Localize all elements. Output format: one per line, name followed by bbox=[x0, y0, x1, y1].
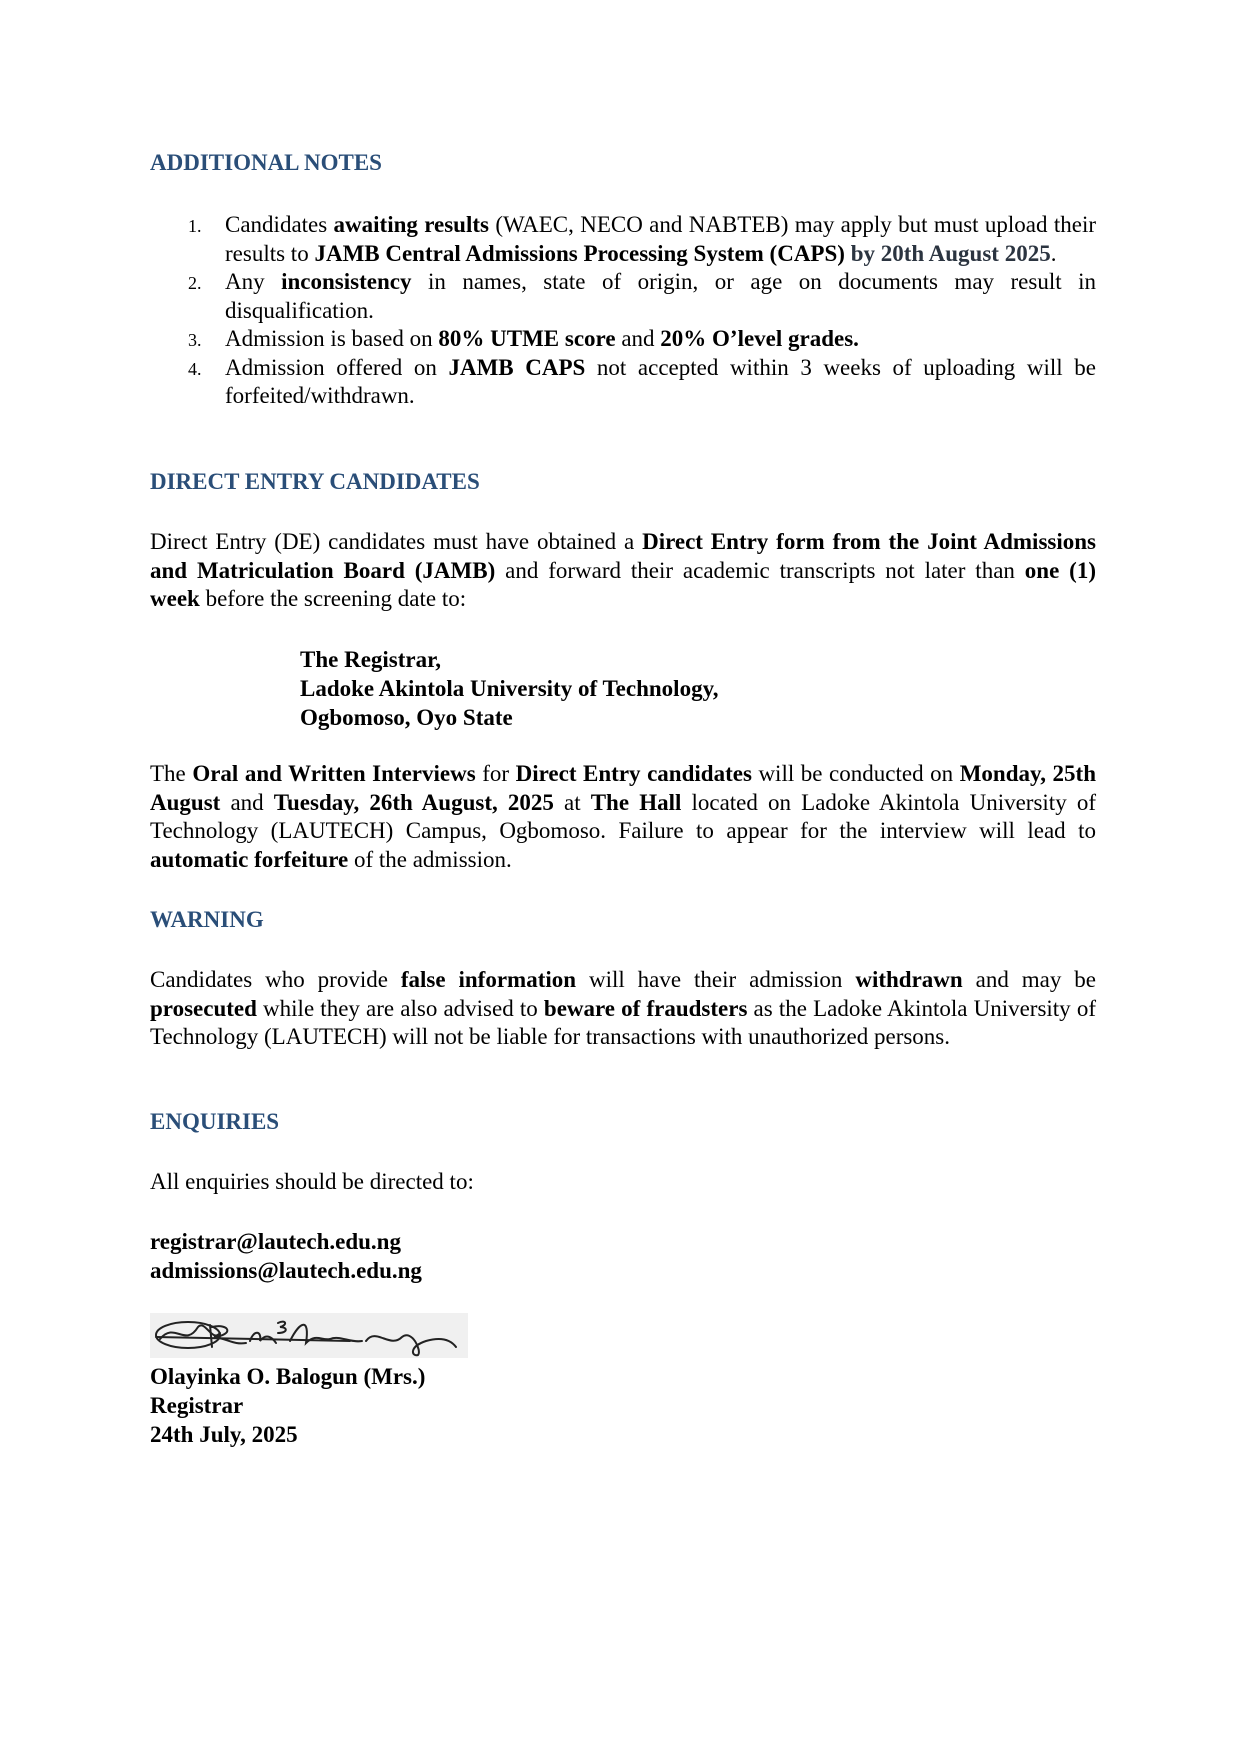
emphasis-text: Oral and Written Interviews bbox=[192, 761, 476, 786]
list-number: 1. bbox=[188, 216, 202, 236]
body-text: at bbox=[553, 789, 591, 815]
address-line: The Registrar, bbox=[300, 647, 441, 672]
warning-paragraph bbox=[150, 966, 1096, 1052]
email-registrar[interactable]: registrar@lautech.edu.ng bbox=[150, 1229, 401, 1254]
list-item-text bbox=[225, 212, 1096, 266]
body-text: while they are also advised to bbox=[256, 995, 544, 1021]
emphasis-text: The Hall bbox=[590, 789, 682, 815]
list-item bbox=[150, 268, 1096, 325]
body-text: and forward their academic transcripts not later than bbox=[495, 557, 1025, 583]
emphasis-text: Direct Entry candidates bbox=[515, 761, 752, 786]
list-number: 3. bbox=[188, 330, 202, 350]
body-text: . bbox=[1050, 240, 1057, 266]
list-item-text bbox=[225, 326, 859, 351]
body-text: and may be bbox=[962, 967, 1096, 992]
emphasis-text: beware of fraudsters bbox=[543, 995, 748, 1021]
body-text: will be conducted on bbox=[751, 761, 960, 786]
additional-notes-list bbox=[150, 211, 1096, 411]
direct-entry-heading: DIRECT ENTRY CANDIDATES bbox=[150, 469, 480, 494]
list-item-text bbox=[225, 355, 1096, 409]
body-text: located on Ladoke Akintola University of Technology (LAUTECH) Campus, Ogbomoso. Failure to appear for the interview will lead to bbox=[150, 789, 1096, 843]
body-text: Candidates bbox=[225, 212, 334, 237]
emphasis-text: inconsistency bbox=[281, 269, 412, 294]
list-number: 4. bbox=[188, 358, 202, 379]
list-item bbox=[150, 325, 1096, 354]
warning-heading: WARNING bbox=[150, 907, 264, 932]
emphasis-text: one (1) week bbox=[150, 557, 1096, 611]
body-text: as the Ladoke Akintola University of Technology (LAUTECH) will not be liable for transactions with unauthorized persons. bbox=[150, 995, 1096, 1049]
address-line: Ogbomoso, Oyo State bbox=[300, 705, 513, 730]
handwritten-signature-icon bbox=[150, 1313, 468, 1358]
address-line: Ladoke Akintola University of Technology, bbox=[300, 676, 719, 701]
body-text: Any bbox=[225, 269, 282, 294]
emphasis-text: JAMB Central Admissions Processing System (CAPS) bbox=[314, 240, 845, 266]
email-admissions[interactable]: admissions@lautech.edu.ng bbox=[150, 1258, 422, 1283]
emphasis-text: 20% O’level grades. bbox=[660, 326, 859, 351]
direct-entry-intro bbox=[150, 528, 1096, 614]
enquiries-text: All enquiries should be directed to: bbox=[150, 1169, 474, 1194]
body-text: (WAEC, NECO and NABTEB) may apply but must upload their results to bbox=[225, 212, 1096, 266]
body-text: Direct Entry (DE) candidates must have obtained a bbox=[150, 529, 643, 554]
emphasis-text: Monday, 25th August bbox=[150, 761, 1096, 815]
body-text: in names, state of origin, or age on documents may result in disqualification. bbox=[225, 269, 1096, 323]
emphasis-text: Direct Entry form from the Joint Admissions and Matriculation Board (JAMB) bbox=[150, 529, 1096, 583]
emphasis-text: automatic forfeiture bbox=[150, 846, 349, 872]
body-text: of the admission. bbox=[348, 846, 512, 872]
signatory-title: Registrar bbox=[150, 1393, 244, 1418]
emphasis-text: prosecuted bbox=[150, 995, 257, 1021]
interview-paragraph bbox=[150, 760, 1096, 874]
body-text: Admission offered on bbox=[225, 354, 449, 380]
list-item bbox=[150, 354, 1096, 411]
enquiry-emails bbox=[150, 1227, 422, 1285]
signature-date: 24th July, 2025 bbox=[150, 1422, 298, 1447]
body-text: not accepted within 3 weeks of uploading will be forfeited/withdrawn. bbox=[225, 354, 1096, 408]
body-text: The bbox=[150, 761, 193, 786]
emphasis-text: 80% UTME score bbox=[438, 326, 616, 351]
emphasis-text: false information bbox=[400, 967, 577, 992]
emphasis-text: Tuesday, 26th August, 2025 bbox=[273, 789, 554, 815]
signature-image bbox=[150, 1313, 468, 1358]
emphasis-text: withdrawn bbox=[855, 967, 963, 992]
body-text: and bbox=[220, 789, 274, 815]
enquiries-heading: ENQUIRIES bbox=[150, 1109, 280, 1134]
body-text: Admission is based on bbox=[225, 326, 439, 351]
additional-notes-heading: ADDITIONAL NOTES bbox=[150, 150, 382, 175]
emphasis-text: by 20th August 2025 bbox=[850, 240, 1051, 266]
body-text: Candidates who provide bbox=[150, 967, 401, 992]
list-item-text bbox=[225, 269, 1096, 323]
emphasis-text: JAMB CAPS bbox=[448, 354, 586, 380]
body-text: for bbox=[475, 761, 516, 786]
list-item bbox=[150, 211, 1096, 268]
emphasis-text: awaiting results bbox=[333, 212, 489, 237]
body-text: before the screening date to: bbox=[199, 586, 467, 611]
registrar-address bbox=[300, 645, 719, 732]
body-text: and bbox=[615, 326, 661, 351]
signatory-name: Olayinka O. Balogun (Mrs.) bbox=[150, 1364, 426, 1389]
list-number: 2. bbox=[188, 273, 202, 293]
signature-block bbox=[150, 1362, 425, 1449]
body-text: will have their admission bbox=[576, 967, 856, 992]
